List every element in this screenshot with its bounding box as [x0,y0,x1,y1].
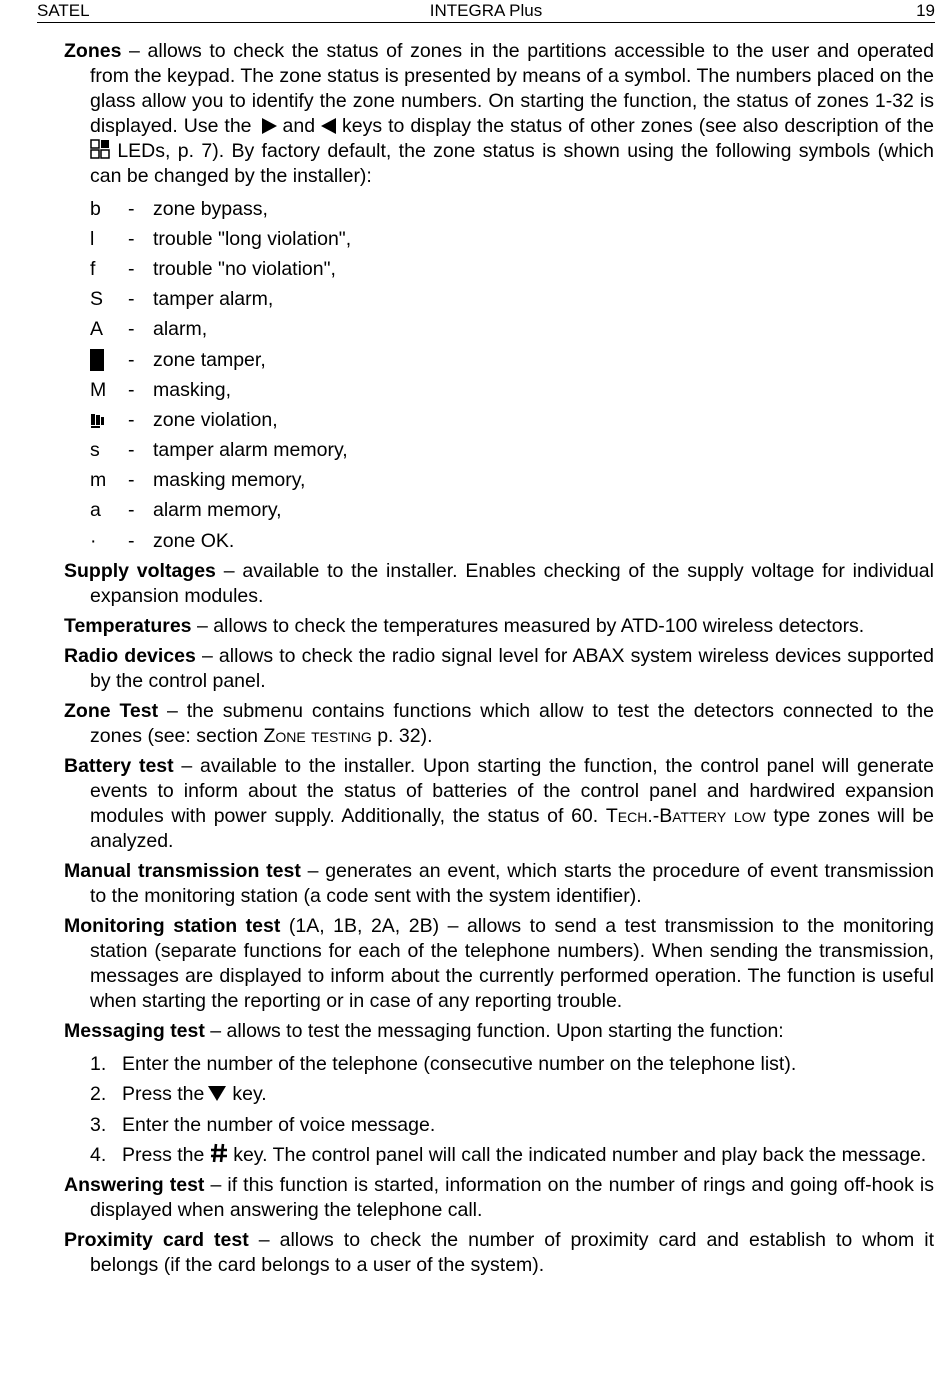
list-item: f - trouble "no violation", [90,257,336,280]
down-arrow-key-icon [208,1086,226,1101]
entry-term: Radio devices [64,645,196,668]
entry-term: Zone Test [64,700,159,723]
entry-messaging-test: Messaging test – allows to test the messaging function. Upon starting the function: [64,1020,784,1043]
entry-term: Temperatures [64,615,192,638]
list-item: S - tamper alarm, [90,288,274,311]
zone-symbol: b [90,197,101,220]
zone-symbol: · [90,529,97,552]
list-item: b - zone bypass, [90,197,268,220]
entry-radio-devices: Radio devices – allows to check the radio signal level for ABAX system wireless devices supported by the control panel. [64,645,934,693]
symbol-description: trouble "no violation", [153,257,336,280]
list-item: 4. Press the key. The control panel will call the indicated number and play back the message. [90,1143,927,1166]
messaging-steps [90,1049,934,1170]
zone-symbol: S [90,288,104,311]
right-arrow-key-icon [262,118,277,134]
symbol-description: trouble "long violation", [153,227,352,250]
symbol-description: masking, [153,378,232,401]
left-arrow-key-icon [321,118,336,134]
entry-zone-test: Zone Test – the submenu contains functions which allow to test the detectors connected to the zones (see: section Zone testing p. 32). [64,700,934,748]
symbol-description: alarm, [153,318,208,341]
solid-block-icon [90,349,104,371]
entry-battery-test: Battery test – available to the installer. Upon starting the function, the control panel will generate events to inform about the status of batteries of the control panel and hardwired expansion modules with power supply. Additionally, the status of 60. Tech.-Battery low type zones will be analyzed. [64,755,934,853]
symbol-description: zone OK. [153,529,235,552]
zone-symbol: m [90,469,107,492]
list-item: a - alarm memory, [90,499,282,522]
zone-symbol: M [90,378,107,401]
list-item: - zone violation, [90,405,934,435]
symbol-description: zone tamper, [153,348,266,371]
entry-term: Manual transmission test [64,860,301,883]
section-reference: Zone testing [263,725,372,748]
symbol-description: zone bypass, [153,197,268,220]
list-item: - zone tamper, [90,345,934,375]
entry-supply-voltages: Supply voltages – available to the installer. Enables checking of the supply voltage for individual expansion modules. [64,560,934,608]
list-item: A - alarm, [90,318,208,341]
zones-led-icon [90,139,110,159]
list-item: s - tamper alarm memory, [90,439,348,462]
entry-term: Messaging test [64,1020,205,1043]
zone-symbol: s [90,439,100,462]
entry-term: Proximity card test [64,1229,249,1251]
header-product: INTEGRA Plus [429,1,543,20]
entry-monitoring-station-test: Monitoring station test (1A, 1B, 2A, 2B) – allows to send a test transmission to the monitoring station (separate functions for each of the telephone numbers). When sending the transmission, messages are displayed to inform about the currently performed operation. The function is useful when starting the reporting or in case of any reporting trouble. [64,915,934,1013]
list-item: m - masking memory, [90,469,306,492]
entry-proximity-card-test: Proximity card test – allows to check the number of proximity card and establish to whom it belongs (if the card belongs to a user of the system). [64,1229,934,1276]
page-content [64,39,934,1283]
symbol-description: alarm memory, [153,499,282,522]
entry-manual-transmission-test: Manual transmission test – generates an event, which starts the procedure of event transmission to the monitoring station (a code sent with the system identifier). [64,860,934,908]
list-item: · - zone OK. [90,529,235,552]
violation-symbol-icon [90,412,106,428]
list-item: l - trouble "long violation", [90,227,352,250]
zone-symbol: a [90,499,101,522]
entry-term: Zones [64,40,122,62]
list-item: M - masking, [90,378,232,401]
symbol-description: zone violation, [153,408,278,431]
entry-term: Monitoring station test [64,915,281,938]
header-brand: SATEL [37,1,90,20]
zone-symbol: l [90,227,95,250]
entry-term: Answering test [64,1174,205,1196]
zone-symbol: f [90,257,96,280]
entry-term: Battery test [64,755,174,778]
list-item: 3. Enter the number of voice message. [90,1113,436,1136]
symbol-description: tamper alarm memory, [153,439,348,462]
list-item: 2. Press the key. [90,1083,267,1106]
zone-symbol: A [90,318,104,341]
entry-zones: Zones – allows to check the status of zones in the partitions accessible to the user and operated from the keypad. The zone status is presented by means of a symbol. The numbers placed on the glass allow you to identify the zone numbers. On starting the function, the status of zones 1-32 is displayed. Use the and keys to display the status of other zones (see also description of the LEDs, p. 7). By factory default, the zone status is shown using the following symbols (which can be changed by the installer): [64,40,934,187]
page-header [37,0,935,23]
entry-term: Supply voltages [64,560,216,583]
list-item: 1. Enter the number of the telephone (consecutive number on the telephone list). [90,1053,797,1076]
zone-type-reference: Tech.-Battery low [605,805,766,828]
symbol-description: masking memory, [153,469,306,492]
entry-answering-test: Answering test – if this function is started, information on the number of rings and going off-hook is displayed when answering the telephone call. [64,1174,934,1221]
zone-symbol-list [90,194,934,556]
symbol-description: tamper alarm, [153,288,274,311]
page-number: 19 [916,1,935,20]
entry-temperatures: Temperatures – allows to check the temperatures measured by ATD-100 wireless detectors. [64,615,865,638]
hash-key-icon [210,1143,228,1163]
